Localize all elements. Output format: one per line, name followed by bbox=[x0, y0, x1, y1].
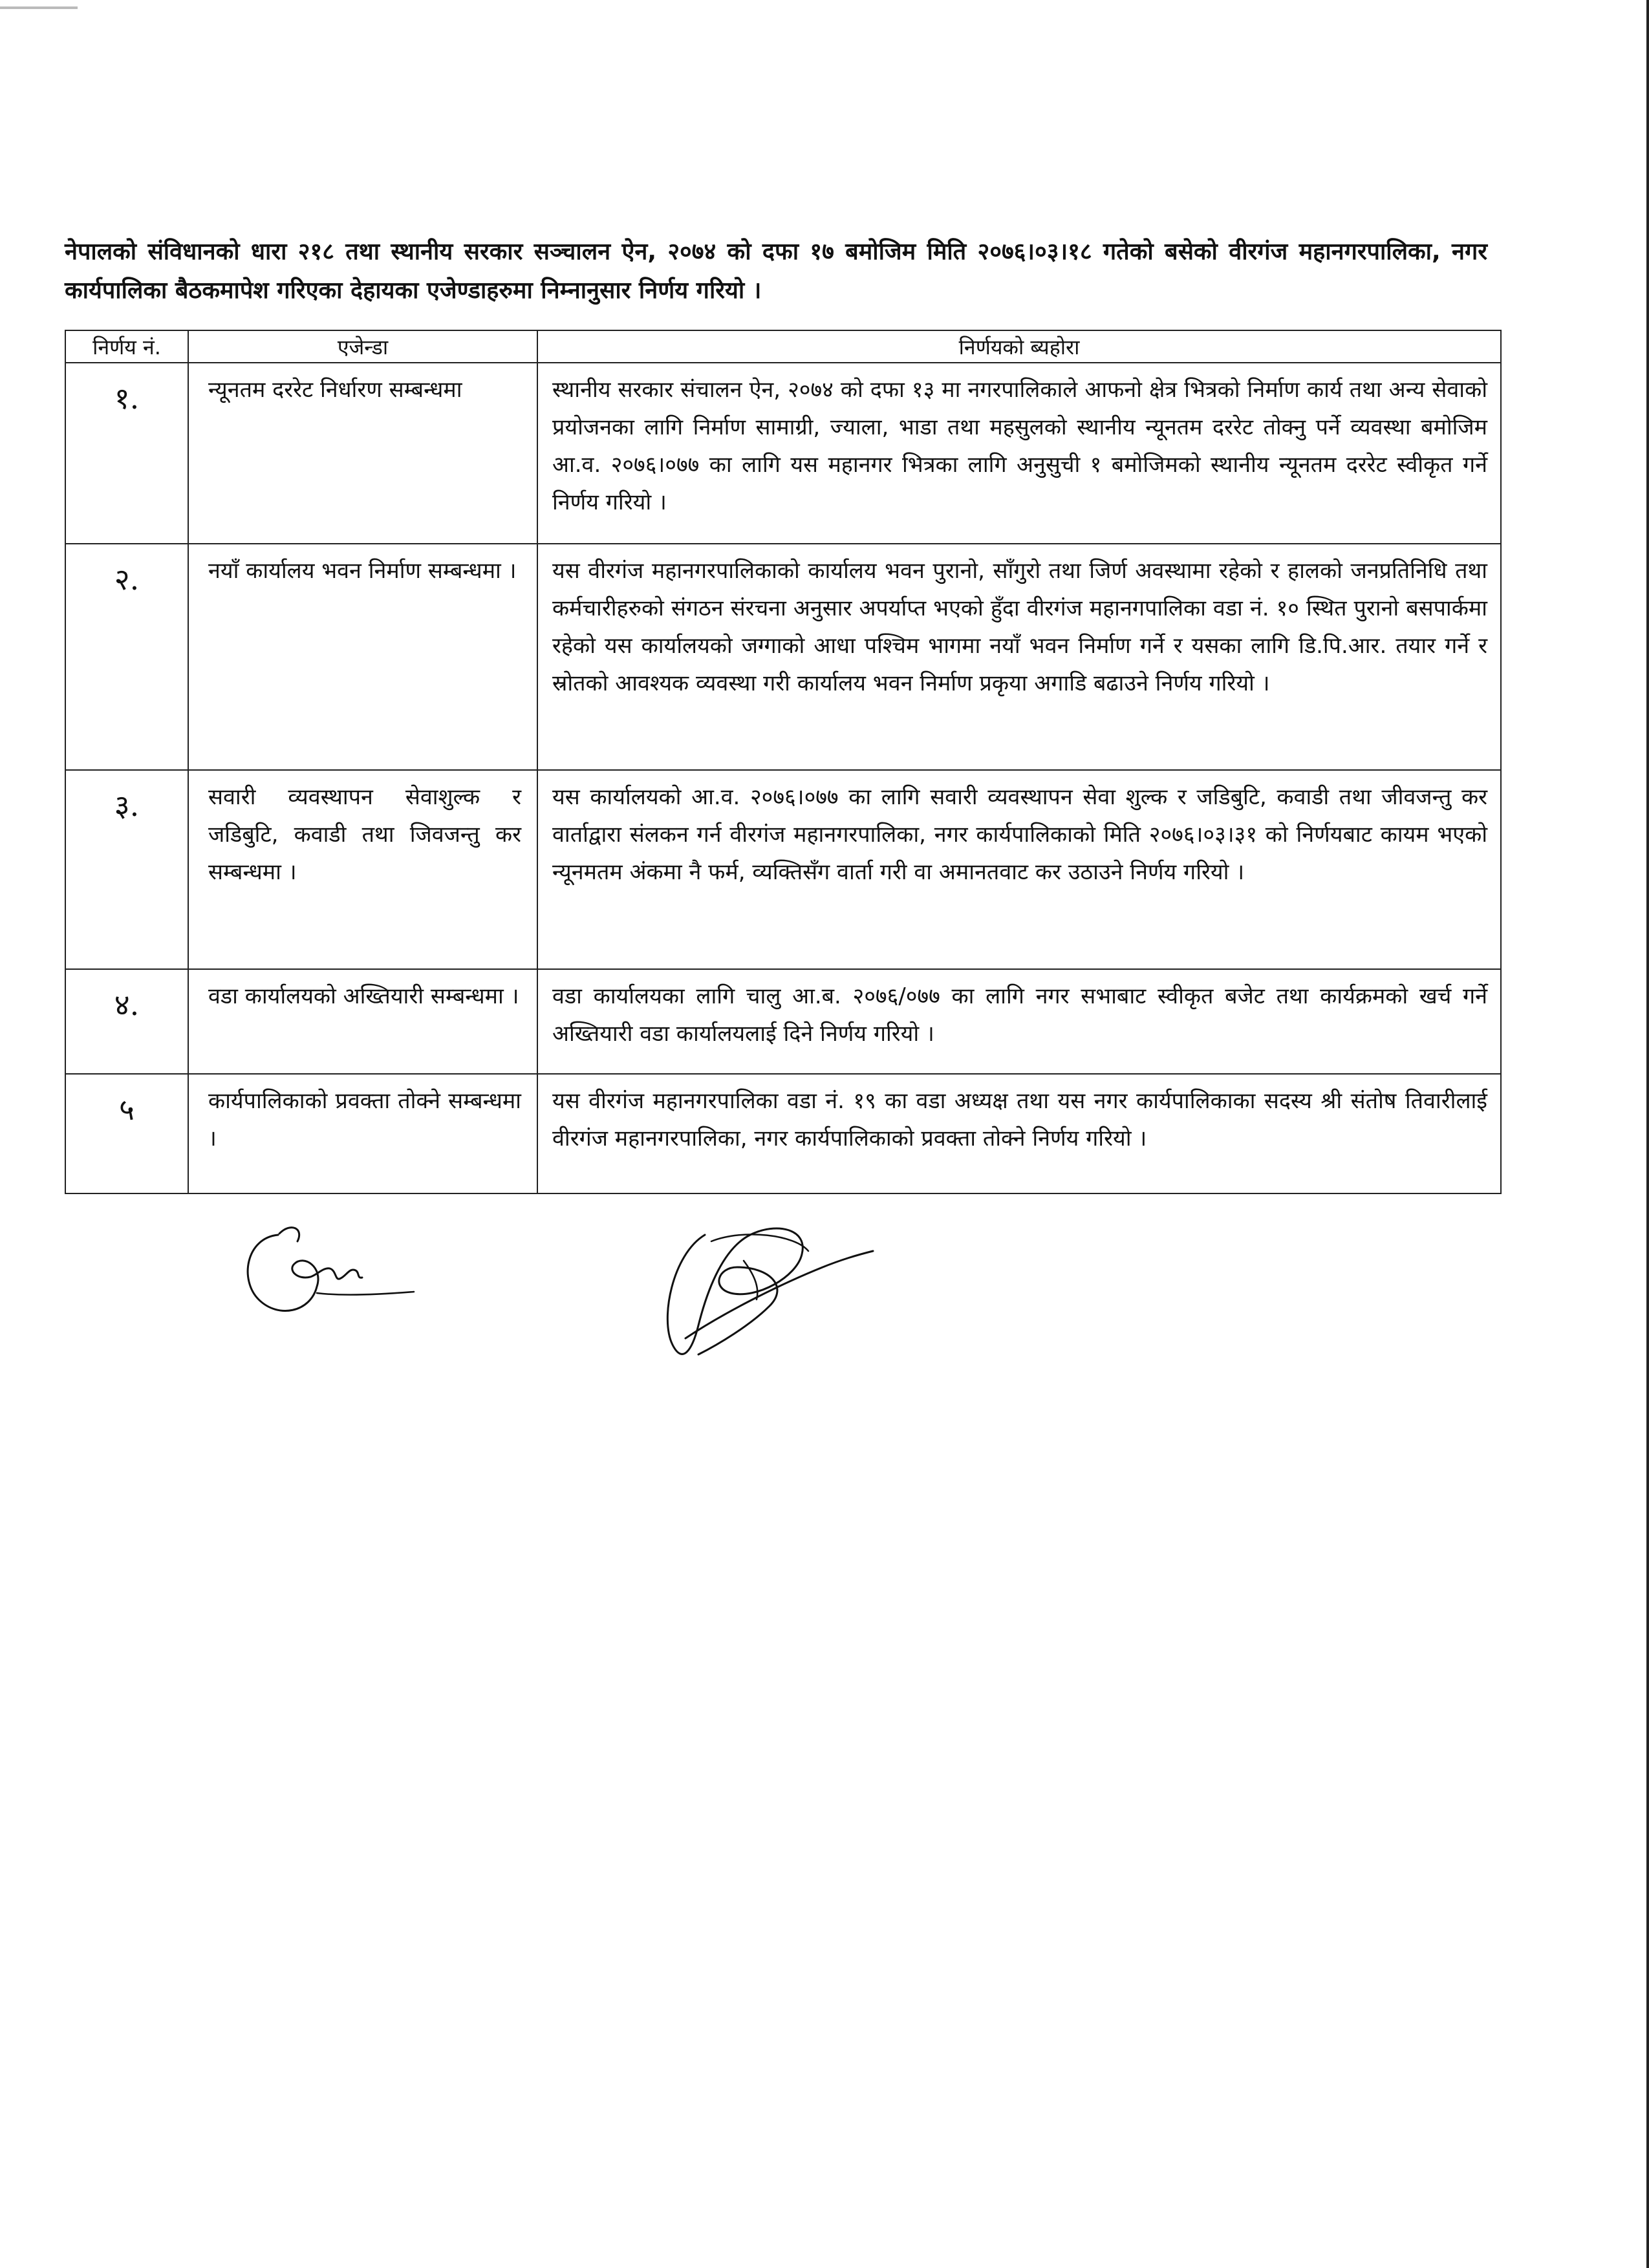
row-agenda: सवारी व्यवस्थापन सेवाशुल्क र जडिबुटि, कवाडी तथा जिवजन्तु कर सम्बन्धमा । bbox=[188, 770, 537, 969]
row-decision: स्थानीय सरकार संचालन ऐन, २०७४ को दफा १३ मा नगरपालिकाले आफनो क्षेत्र भित्रको निर्माण कार्य तथा अन्य सेवाको प्रयोजनका लागि निर्माण सामाग्री, ज्याला, भाडा तथा महसुलको स्थानीय न्यूनतम दररेट तोक्नु पर्ने व्यवस्था बमोजिम आ.व. २०७६।०७७ का लागि यस महानगर भित्रका लागि अनुसुची १ बमोजिमको स्थानीय न्यूनतम दररेट स्वीकृत गर्ने निर्णय गरियो । bbox=[537, 363, 1501, 544]
table-row bbox=[65, 969, 1501, 1074]
header-number: निर्णय नं. bbox=[65, 330, 188, 363]
table-row bbox=[65, 1074, 1501, 1193]
row-decision: वडा कार्यालयका लागि चालु आ.ब. २०७६/०७७ का लागि नगर सभाबाट स्वीकृत बजेट तथा कार्यक्रमको खर्च गर्ने अख्तियारी वडा कार्यालयलाई दिने निर्णय गरियो । bbox=[537, 969, 1501, 1074]
row-agenda: न्यूनतम दररेट निर्धारण सम्बन्धमा bbox=[188, 363, 537, 544]
table-row bbox=[65, 544, 1501, 770]
header-decision: निर्णयको ब्यहोरा bbox=[537, 330, 1501, 363]
row-decision: यस वीरगंज महानगरपालिका वडा नं. १९ का वडा अध्यक्ष तथा यस नगर कार्यपालिकाका सदस्य श्री संतोष तिवारीलाई वीरगंज महानगरपालिका, नगर कार्यपालिकाको प्रवक्ता तोक्ने निर्णय गरियो । bbox=[537, 1074, 1501, 1193]
row-number: ५ bbox=[65, 1074, 188, 1193]
row-agenda: नयाँ कार्यालय भवन निर्माण सम्बन्धमा । bbox=[188, 544, 537, 770]
scan-edge-line bbox=[1646, 0, 1649, 2268]
table-header-row bbox=[65, 330, 1501, 363]
header-agenda: एजेन्डा bbox=[188, 330, 537, 363]
signature-left bbox=[233, 1215, 440, 1332]
row-decision: यस वीरगंज महानगरपालिकाको कार्यालय भवन पुरानो, साँगुरो तथा जिर्ण अवस्थामा रहेको र हालको जनप्रतिनिधि तथा कर्मचारीहरुको संगठन संरचना अनुसार अपर्याप्त भएको हुँदा वीरगंज महानगपालिका वडा नं. १० स्थित पुरानो बसपार्कमा रहेको यस कार्यालयको जग्गाको आधा पश्चिम भागमा नयाँ भवन निर्माण गर्ने र यसका लागि डि.पि.आर. तयार गर्ने र स्रोतको आवश्यक व्यवस्था गरी कार्यालय भवन निर्माण प्रकृया अगाडि बढाउने निर्णय गरियो । bbox=[537, 544, 1501, 770]
row-number: ४. bbox=[65, 969, 188, 1074]
table-row bbox=[65, 363, 1501, 544]
scan-top-mark bbox=[0, 6, 78, 9]
intro-paragraph: नेपालको संविधानको धारा २१८ तथा स्थानीय सरकार सञ्चालन ऐन, २०७४ को दफा १७ बमोजिम मिति २०७६।०३।१८ गतेको बसेको वीरगंज महानगरपालिका, नगर कार्यपालिका बैठकमापेश गरिएका देहायका एजेण्डाहरुमा निम्नानुसार निर्णय गरियो । bbox=[65, 239, 1487, 304]
row-agenda: वडा कार्यालयको अख्तियारी सम्बन्धमा । bbox=[188, 969, 537, 1074]
row-number: १. bbox=[65, 363, 188, 544]
row-number: २. bbox=[65, 544, 188, 770]
row-number: ३. bbox=[65, 770, 188, 969]
row-agenda: कार्यपालिकाको प्रवक्ता तोक्ने सम्बन्धमा । bbox=[188, 1074, 537, 1193]
decisions-table bbox=[65, 330, 1502, 1194]
signature-right bbox=[647, 1215, 892, 1384]
row-decision: यस कार्यालयको आ.व. २०७६।०७७ का लागि सवारी व्यवस्थापन सेवा शुल्क र जडिबुटि, कवाडी तथा जीवजन्तु कर वार्ताद्वारा संलकन गर्न वीरगंज महानगरपालिका, नगर कार्यपालिकाको मिति २०७६।०३।३१ को निर्णयबाट कायम भएको न्यूनमतम अंकमा नै फर्म, व्यक्तिसँग वार्ता गरी वा अमानतवाट कर उठाउने निर्णय गरियो । bbox=[537, 770, 1501, 969]
table-row bbox=[65, 770, 1501, 969]
